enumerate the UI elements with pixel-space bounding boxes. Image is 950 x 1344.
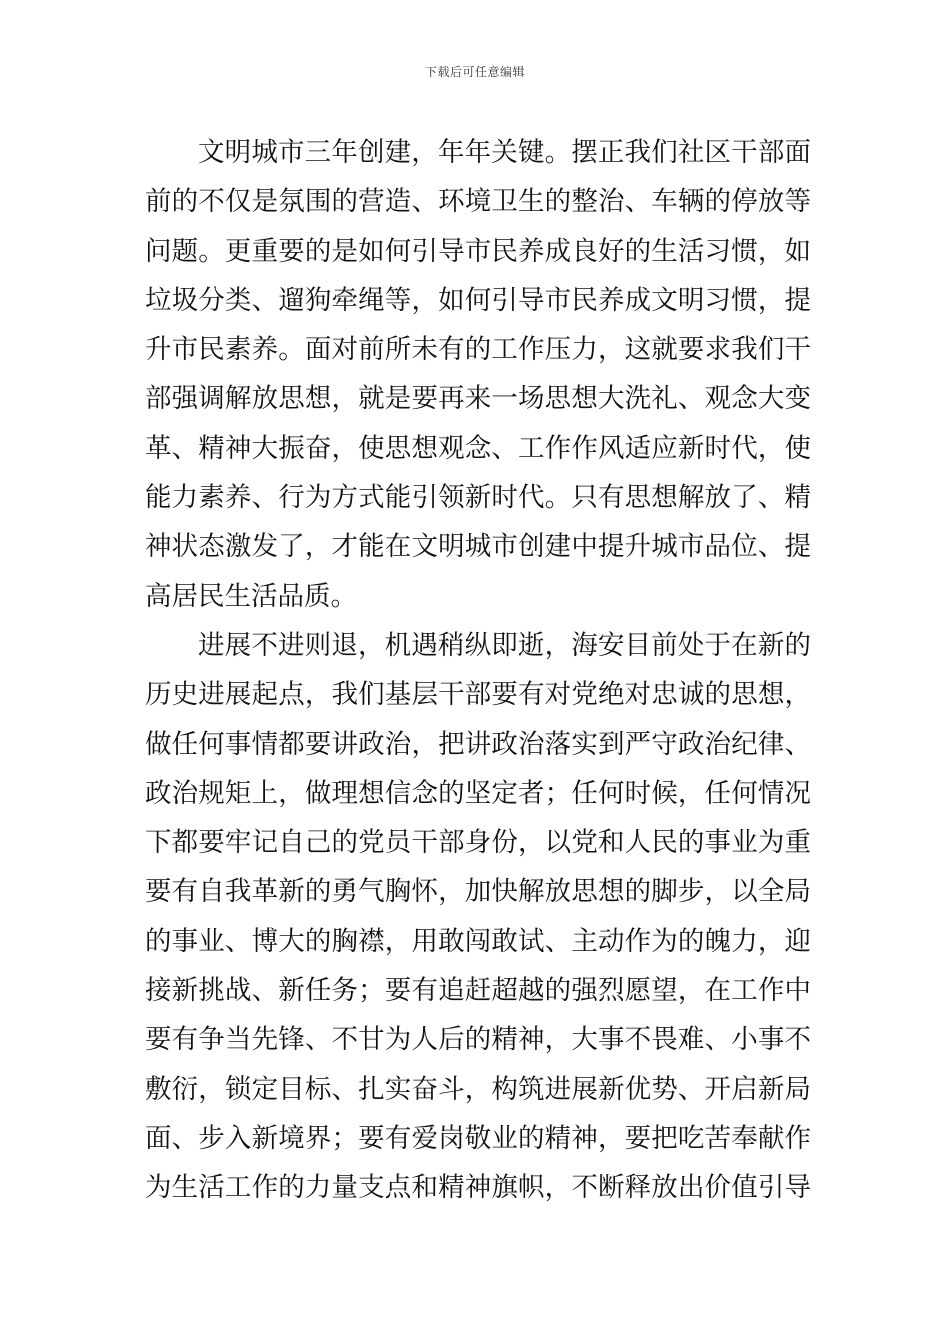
page-header: 下载后可任意编辑 [424,65,525,79]
paragraph-2-line: 下都要牢记自己的党员干部身份，以党和人民的事业为重 [145,827,811,859]
paragraph-2-line: 为生活工作的力量支点和精神旗帜，不断释放出价值引导 [145,1172,811,1204]
paragraph-2-line: 面、步入新境界；要有爱岗敬业的精神，要把吃苦奉献作 [145,1122,811,1154]
paragraph-1-line: 神状态激发了，才能在文明城市创建中提升城市品位、提 [145,531,811,563]
paragraph-2-line: 政治规矩上，做理想信念的坚定者；任何时候，任何情况 [145,777,811,809]
paragraph-1-line: 垃圾分类、遛狗牵绳等，如何引导市民养成文明习惯，提 [145,284,811,316]
paragraph-1-line: 革、精神大振奋，使思想观念、工作作风适应新时代，使 [145,432,811,464]
paragraph-1-line: 问题。更重要的是如何引导市民养成良好的生活习惯，如 [145,235,811,267]
paragraph-1-line: 文明城市三年创建，年年关键。摆正我们社区干部面 [198,137,811,168]
paragraph-1-line: 高居民生活品质。 [145,580,357,612]
document-body [145,128,811,1213]
paragraph-2-line: 接新挑战、新任务；要有追赶超越的强烈愿望，在工作中 [145,975,811,1007]
paragraph-1-line: 能力素养、行为方式能引领新时代。只有思想解放了、精 [145,482,811,514]
paragraph-2-line: 做任何事情都要讲政治，把讲政治落实到严守政治纪律、 [145,728,811,760]
paragraph-2-line: 历史进展起点，我们基层干部要有对党绝对忠诚的思想， [145,679,811,711]
paragraph-2-line: 敷衍，锁定目标、扎实奋斗，构筑进展新优势、开启新局 [145,1073,811,1105]
paragraph-1-line: 升市民素养。面对前所未有的工作压力，这就要求我们干 [145,334,811,366]
paragraph-2-line: 要有自我革新的勇气胸怀，加快解放思想的脚步，以全局 [145,876,811,908]
paragraph-2-line: 进展不进则退，机遇稍纵即逝，海安目前处于在新的 [198,629,811,661]
paragraph-2-line: 的事业、博大的胸襟，用敢闯敢试、主动作为的魄力，迎 [145,925,811,957]
paragraph-2-line: 要有争当先锋、不甘为人后的精神，大事不畏难、小事不 [145,1024,811,1056]
paragraph-1-line: 前的不仅是氛围的营造、环境卫生的整治、车辆的停放等 [145,186,811,218]
paragraph-1-line: 部强调解放思想，就是要再来一场思想大洗礼、观念大变 [145,383,811,415]
